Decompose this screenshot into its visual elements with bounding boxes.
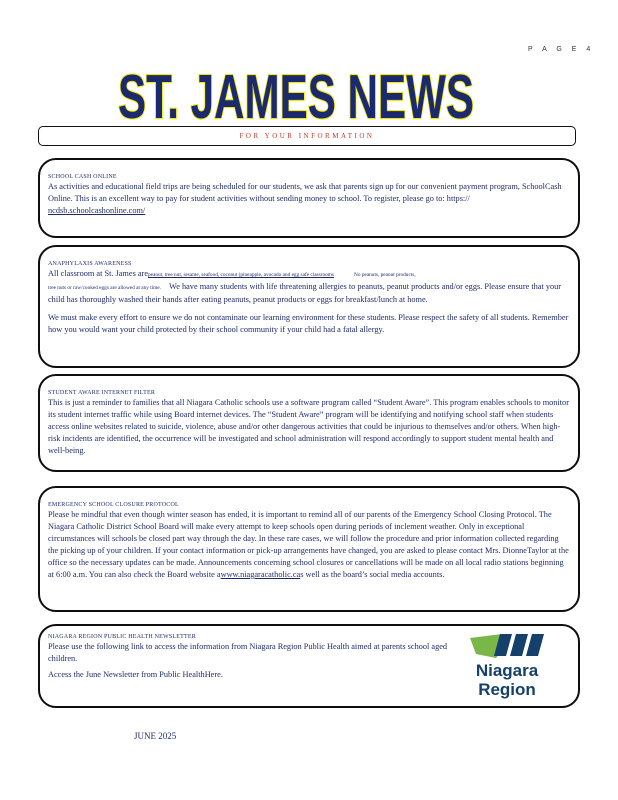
health-newsletter-link[interactable]: Here xyxy=(204,670,221,679)
section-text-2: Access the June Newsletter from Public HealthHere. xyxy=(48,670,223,679)
section-title: SCHOOL CASH ONLINE xyxy=(48,174,117,180)
masthead-title: ST. JAMES NEWS xyxy=(118,63,474,132)
section-text: All classroom at St. James arepeanut, tree nut, sesame, seafood, coconut (pineapple, avocado and egg safe classrooms No peanuts, peanut products, tree nuts or raw/cooked eggs are allowed at any time. We have many students with life threatening allergies to peanuts, peanut products and/or eggs. Please ensure that your child has thoroughly washed their hands after eating peanuts, peanut products or eggs for breakfast/lunch at home. xyxy=(48,269,562,304)
logo-word-line1: Niagara xyxy=(475,661,539,680)
section-title: ANAPHYLAXIS AWARENESS xyxy=(48,261,132,267)
section-student-aware xyxy=(38,374,580,472)
page-number: P A G E 4 xyxy=(528,46,595,53)
section-title: NIAGARA REGION PUBLIC HEALTH NEWSLETTER xyxy=(48,634,196,640)
section-text: Please be mindful that even though winter season has ended, it is important to remind all of our parents of the Emergency School Closing Protocol. The Niagara Catholic District School Board will make every attempt to keep schools open during periods of inclement weather. Only in exceptional circumstances will schools be closed part way through the day. In these rare cases, we will follow the procedure and prior information collected regarding the picking up of your children. If your contact information or pick-up arrangements have changed, you are asked to please contact Mrs. DionneTaylor at the office so the necessary updates can be made. Announcements concerning school closures or cancellations will be made on all local radio stations beginning at 6:00 a.m. You can also check the Board website awww.niagaracatholic.cas well as the board’s social media accounts. xyxy=(48,510,569,579)
section-school-cash-online xyxy=(38,158,580,238)
section-text: Please use the following link to access the information from Niagara Region Public Health aimed at parents school aged children. xyxy=(48,642,448,663)
section-emergency-closure xyxy=(38,486,580,612)
footer-date: JUNE 2025 xyxy=(134,731,177,741)
schoolcash-link[interactable]: ncdsb.schoolcashonline.com/ xyxy=(48,206,146,215)
niagara-region-logo-icon xyxy=(466,632,548,660)
section-anaphylaxis xyxy=(38,245,580,368)
logo-word-line2: Region xyxy=(478,680,536,699)
section-text: This is just a reminder to families that all Niagara Catholic schools use a software program called “Student Aware”. This program enables schools to monitor its student internet traffic while using Board internet devices. The “Student Aware” program will be identifying and notifying school staff when students access online websites related to suicide, violence, abuse and/or other dangerous activities that could be injurious to themselves and/or others. When high-risk incidents are identified, the occurrence will be investigated and school administration will respond accordingly to support student mental health and well-being. xyxy=(48,398,569,455)
section-title: EMERGENCY SCHOOL CLOSURE PROTOCOL xyxy=(48,502,179,508)
section-text-2: We must make every effort to ensure we do not contaminate our learning environment for these students. Please respect the safety of all students. Remember how you would want your child protected by their school community if your child had a fatal allergy. xyxy=(48,313,569,334)
info-bar: FOR YOUR INFORMATION xyxy=(38,126,576,146)
masthead xyxy=(116,60,476,132)
section-text: As activities and educational field trips are being scheduled for our students, we ask that parents sign up for our convenient payment program, SchoolCash Online. This is an excellent way to pay for student activities without sending money to school. To register, please go to: https:// ncdsb.schoolcashonline.com/ xyxy=(48,182,562,215)
niagaracatholic-link[interactable]: www.niagaracatholic.ca xyxy=(220,570,301,579)
section-title: STUDENT AWARE INTERNET FILTER xyxy=(48,390,156,396)
niagara-region-logo xyxy=(466,632,548,704)
